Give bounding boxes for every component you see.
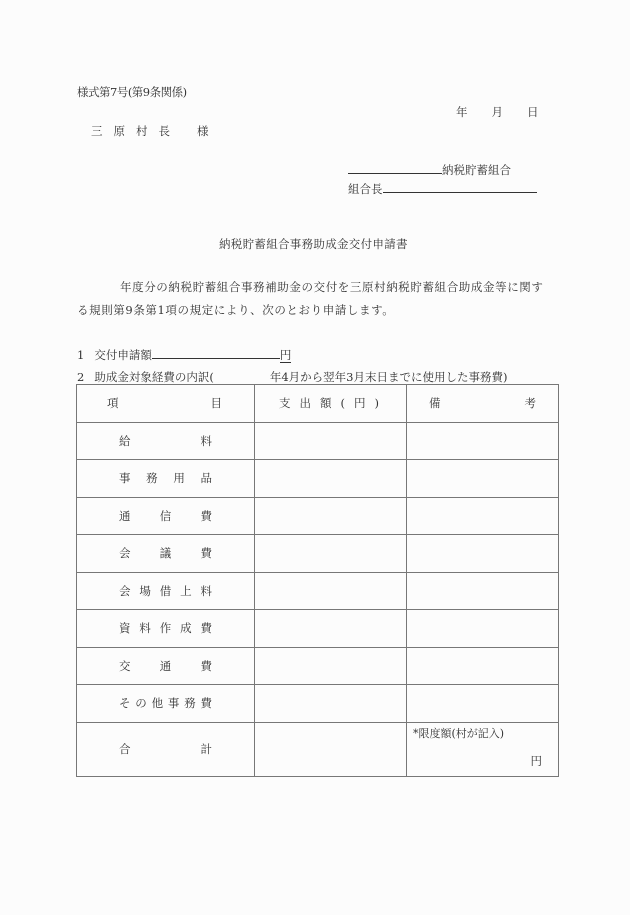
addressee xyxy=(91,123,209,139)
month-label: 月 xyxy=(491,105,503,119)
union-head-label: 組合長 xyxy=(348,182,383,196)
row-label: そ の 他 事 務 費 xyxy=(77,685,255,723)
remarks-cell[interactable] xyxy=(407,535,559,573)
addressee-char: 原 xyxy=(113,124,136,138)
row-label: 会 場 借 上 料 xyxy=(77,572,255,610)
remarks-cell[interactable] xyxy=(407,422,559,460)
row-label: 資 料 作 成 費 xyxy=(77,610,255,648)
row-label: 会 議 費 xyxy=(77,535,255,573)
header-item: 項 目 xyxy=(77,385,255,423)
union-name-blank[interactable] xyxy=(348,161,442,174)
item2-label: 助成金対象経費の内訳( xyxy=(94,370,214,384)
amount-cell[interactable] xyxy=(255,610,407,648)
addressee-char: 村 xyxy=(136,124,159,138)
table-header-row xyxy=(77,385,559,423)
form-number: 様式第7号(第9条関係) xyxy=(77,85,187,99)
expense-table xyxy=(76,384,559,777)
row-label: 給 料 xyxy=(77,422,255,460)
remarks-cell[interactable] xyxy=(407,572,559,610)
item2-number: 2 xyxy=(77,370,85,384)
amount-cell[interactable] xyxy=(255,535,407,573)
item1-unit: 円 xyxy=(279,348,292,362)
amount-cell[interactable] xyxy=(255,422,407,460)
item1-number: 1 xyxy=(77,348,85,362)
amount-cell[interactable] xyxy=(255,460,407,498)
application-amount xyxy=(77,346,291,363)
remarks-cell[interactable] xyxy=(407,610,559,648)
addressee-char: 長 xyxy=(158,124,181,138)
header-remarks: 備 考 xyxy=(407,385,559,423)
table-row xyxy=(77,685,559,723)
item1-label: 交付申請額 xyxy=(94,348,152,362)
union-head-blank[interactable] xyxy=(383,180,537,193)
amount-cell[interactable] xyxy=(255,685,407,723)
addressee-char: 三 xyxy=(91,124,114,138)
row-label: 通 信 費 xyxy=(77,497,255,535)
table-row xyxy=(77,647,559,685)
total-label: 合 計 xyxy=(77,722,255,776)
table-row xyxy=(77,460,559,498)
body-text-line1: 年度分の納税貯蓄組合事務補助金の交付を三原村納税貯蓄組合助成金等に関す xyxy=(120,280,544,294)
table-row xyxy=(77,422,559,460)
total-row xyxy=(77,722,559,776)
table-row xyxy=(77,610,559,648)
row-label: 事 務 用 品 xyxy=(77,460,255,498)
table-row xyxy=(77,572,559,610)
union-name-field xyxy=(348,161,511,178)
amount-cell[interactable] xyxy=(255,647,407,685)
application-amount-blank[interactable] xyxy=(152,346,280,359)
limit-note: *限度額(村が記入) xyxy=(413,726,505,740)
honorific: 様 xyxy=(197,124,209,138)
document-title: 納税貯蓄組合事務助成金交付申請書 xyxy=(219,237,408,251)
item2-period: 年4月から翌年3月末日までに使用した事務費) xyxy=(269,370,508,384)
table-row xyxy=(77,497,559,535)
expense-breakdown-heading xyxy=(77,369,507,385)
year-label: 年 xyxy=(456,105,468,119)
header-amount: 支出額(円) xyxy=(255,385,407,423)
remarks-cell[interactable] xyxy=(407,497,559,535)
remarks-cell[interactable] xyxy=(407,460,559,498)
body-text-line2: る規則第9条第1項の規定により、次のとおり申請します。 xyxy=(77,303,395,317)
union-head-field xyxy=(348,180,537,197)
amount-cell[interactable] xyxy=(255,497,407,535)
total-amount-cell[interactable] xyxy=(255,722,407,776)
row-label: 交 通 費 xyxy=(77,647,255,685)
day-label: 日 xyxy=(527,105,539,119)
amount-cell[interactable] xyxy=(255,572,407,610)
union-suffix: 納税貯蓄組合 xyxy=(442,163,511,177)
remarks-cell[interactable] xyxy=(407,647,559,685)
limit-cell[interactable] xyxy=(407,722,559,776)
limit-unit: 円 xyxy=(530,753,542,768)
remarks-cell[interactable] xyxy=(407,685,559,723)
table-row xyxy=(77,535,559,573)
date-field xyxy=(456,104,539,120)
